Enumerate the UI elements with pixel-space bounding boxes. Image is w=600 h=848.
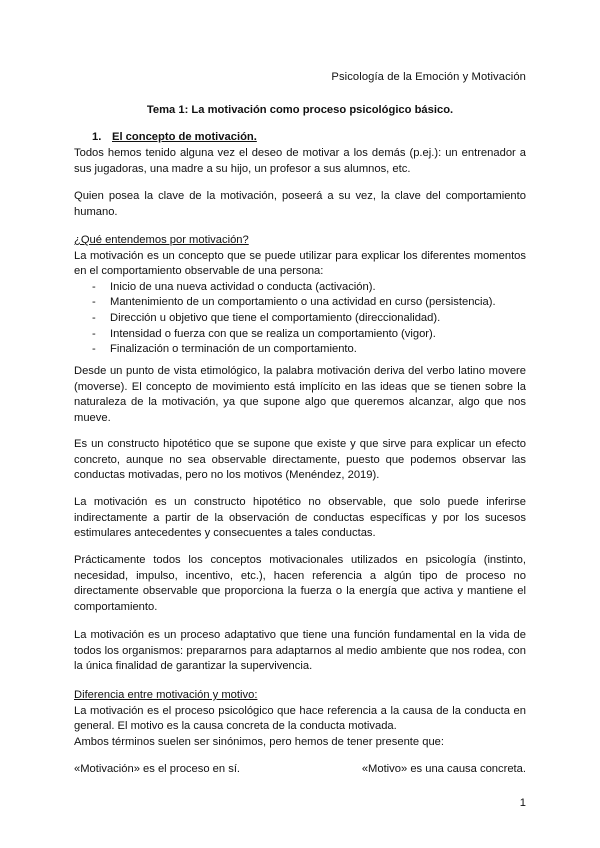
list-item: - Dirección u objetivo que tiene el comportamiento (direccionalidad). [92, 311, 526, 327]
subsection-motivation [74, 233, 526, 358]
subsection-heading: ¿Qué entendemos por motivación? [74, 234, 249, 246]
subsection-heading: Diferencia entre motivación y motivo: [74, 689, 258, 701]
section-heading [92, 131, 257, 143]
subsection-intro: La motivación es un concepto que se puede utilizar para explicar los diferentes momentos en el comportamiento observable de una persona: [74, 249, 526, 278]
definitions-row [74, 763, 526, 775]
running-header: Psicología de la Emoción y Motivación [331, 71, 526, 83]
definition-motivacion: «Motivación» es el proceso en sí. [74, 763, 241, 775]
page-number: 1 [519, 797, 526, 809]
document-title: Tema 1: La motivación como proceso psicológico básico. [146, 104, 454, 116]
subsection-line: Ambos términos suelen ser sinónimos, pero hemos de tener presente que: [74, 735, 445, 748]
moments-list [74, 280, 526, 358]
paragraph-etymology: Desde un punto de vista etimológico, la palabra motivación deriva del verbo latino movere (moverse). El concepto de movimiento está implícito en las ideas que se tienen sobre la naturaleza de la motivación, ya que supone algo que queremos alcanzar, algo que nos mueve. [74, 365, 526, 424]
subsection-difference [74, 688, 526, 750]
subsection-text: La motivación es el proceso psicológico que hace referencia a la causa de la conducta en general. El motivo es la causa concreta de la conducta motivada. [74, 704, 526, 733]
list-item: - Finalización o terminación de un comportamiento. [92, 342, 526, 358]
paragraph-adaptive: La motivación es un proceso adaptativo que tiene una función fundamental en la vida de todos los organismos: prepararnos para adaptarnos al medio ambiente que nos rodea, con la única finalidad de garantizar la supervivencia. [74, 629, 526, 673]
paragraph-construct: Es un constructo hipotético que se supone que existe y que sirve para explicar un efecto concreto, aunque no sea observable directamente, puesto que podemos observar las conductas motivadas, pero no los motivos (Menéndez, 2019). [74, 438, 526, 482]
list-item: - Inicio de una nueva actividad o conducta (activación). [92, 280, 526, 296]
list-item: - Intensidad o fuerza con que se realiza un comportamiento (vigor). [92, 327, 526, 343]
section-number: 1. [92, 131, 102, 143]
section-heading-text: El concepto de motivación. [112, 131, 257, 143]
paragraph-concepts: Prácticamente todos los conceptos motivacionales utilizados en psicología (instinto, necesidad, impulso, incentivo, etc.), hacen referencia a algún tipo de proceso no directamente observable que proporciona la fuerza o la energía que activa y mantiene el comportamiento. [74, 554, 526, 613]
list-item: - Mantenimiento de un comportamiento o una actividad en curso (persistencia). [92, 295, 526, 311]
paragraph-intro: Todos hemos tenido alguna vez el deseo de motivar a los demás (p.ej.): un entrenador a sus jugadoras, una madre a su hijo, un profesor a sus alumnos, etc. [74, 147, 526, 175]
definition-motivo: «Motivo» es una causa concreta. [361, 763, 526, 775]
paragraph-inference: La motivación es un constructo hipotético no observable, que solo puede inferirse indirectamente a partir de la observación de conductas específicas y por los sucesos estimulares antecedentes y consecuentes a tales conductas. [74, 496, 526, 540]
paragraph-key: Quien posea la clave de la motivación, poseerá a su vez, la clave del comportamiento humano. [74, 190, 526, 218]
